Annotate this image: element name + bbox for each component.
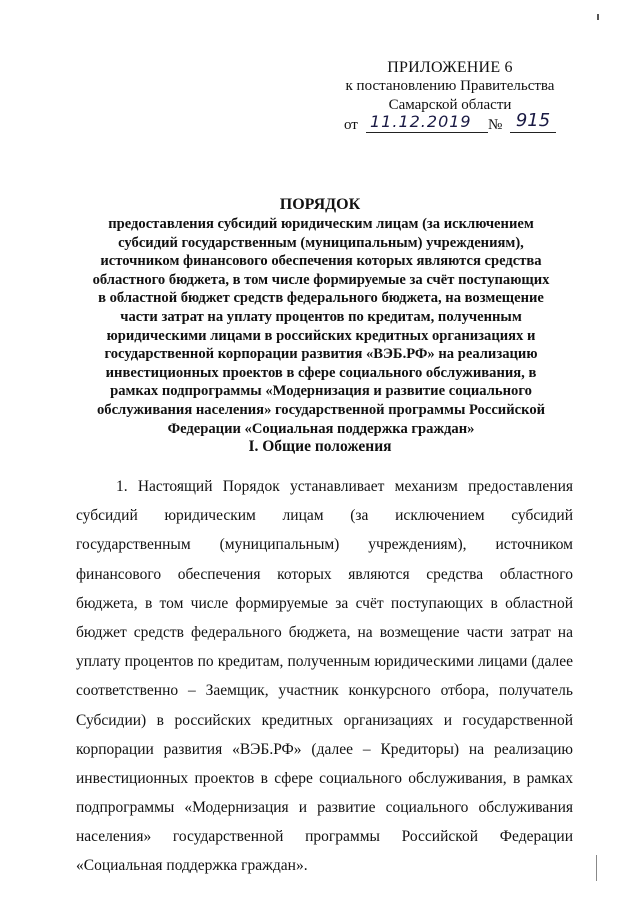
section-heading: I. Общие положения: [248, 438, 392, 455]
paragraph-line: корпорации развития «ВЭБ.РФ» (далее – Кредиторы) на реализацию: [76, 740, 573, 758]
number-label: №: [488, 117, 503, 133]
paragraph-1: [76, 472, 573, 881]
paragraph-line: Субсидии) в российских кредитных организациях и государственной: [76, 711, 573, 729]
paragraph-line: субсидий юридическим лицам (за исключением субсидий: [76, 507, 573, 525]
paragraph-line: соответственно – Заемщик, участник конкурсного отбора, получатель: [76, 682, 573, 700]
handwritten-date: 11.12.2019: [366, 112, 488, 133]
scan-mark: [596, 855, 597, 881]
paragraph-line: инвестиционных проектов в сфере социального обслуживания, в рамках: [76, 769, 573, 787]
paragraph-line: уплату процентов по кредитам, полученным юридическими лицами (далее: [76, 653, 573, 671]
annex-line-region: Самарской области: [388, 97, 512, 113]
order-subtitle: предоставления субсидий юридическим лицам (за исключением субсидий государственным (муниципальным) учреждениям), источником финансового обеспечения которых являются средства областного бюджета, в том числе формируемые за счёт поступающих в областной бюджет средств федерального бюджета, на возмещение части затрат на уплату процентов по кредитам, полученным юридическими лицами в российских кредитных организациях и государственной корпорации развития «ВЭБ.РФ» на реализацию инвестиционных проектов в сфере социального обслуживания, в рамках подпрограммы «Модернизация и развитие социального обслуживания населения» государственной программы Российской Федерации «Социальная поддержка граждан»: [92, 216, 550, 437]
date-label: от: [344, 117, 358, 133]
handwritten-number: 915: [510, 111, 556, 133]
paragraph-line: бюджет средств федерального бюджета, на возмещение части затрат на: [76, 623, 573, 641]
paragraph-line: государственным (муниципальным) учреждениям), источником: [76, 536, 573, 554]
annex-block: [330, 58, 570, 137]
paragraph-line: 1. Настоящий Порядок устанавливает механизм предоставления: [116, 478, 573, 495]
annex-date-line: [330, 110, 570, 137]
annex-line-resolution: к постановлению Правительства: [345, 78, 555, 94]
scan-mark: [597, 14, 599, 20]
paragraph-line: бюджета, в том числе формируемые за счёт поступающих в областной: [76, 594, 573, 612]
paragraph-line: населения» государственной программы Российской Федерации: [76, 828, 573, 846]
paragraph-line: финансового обеспечения которых являются средства областного: [76, 565, 573, 583]
order-title: ПОРЯДОК: [279, 196, 361, 213]
paragraph-line: подпрограммы «Модернизация и развитие социального обслуживания: [76, 799, 573, 817]
annex-title: ПРИЛОЖЕНИЕ 6: [387, 59, 513, 76]
paragraph-line: «Социальная поддержка граждан».: [76, 857, 308, 875]
